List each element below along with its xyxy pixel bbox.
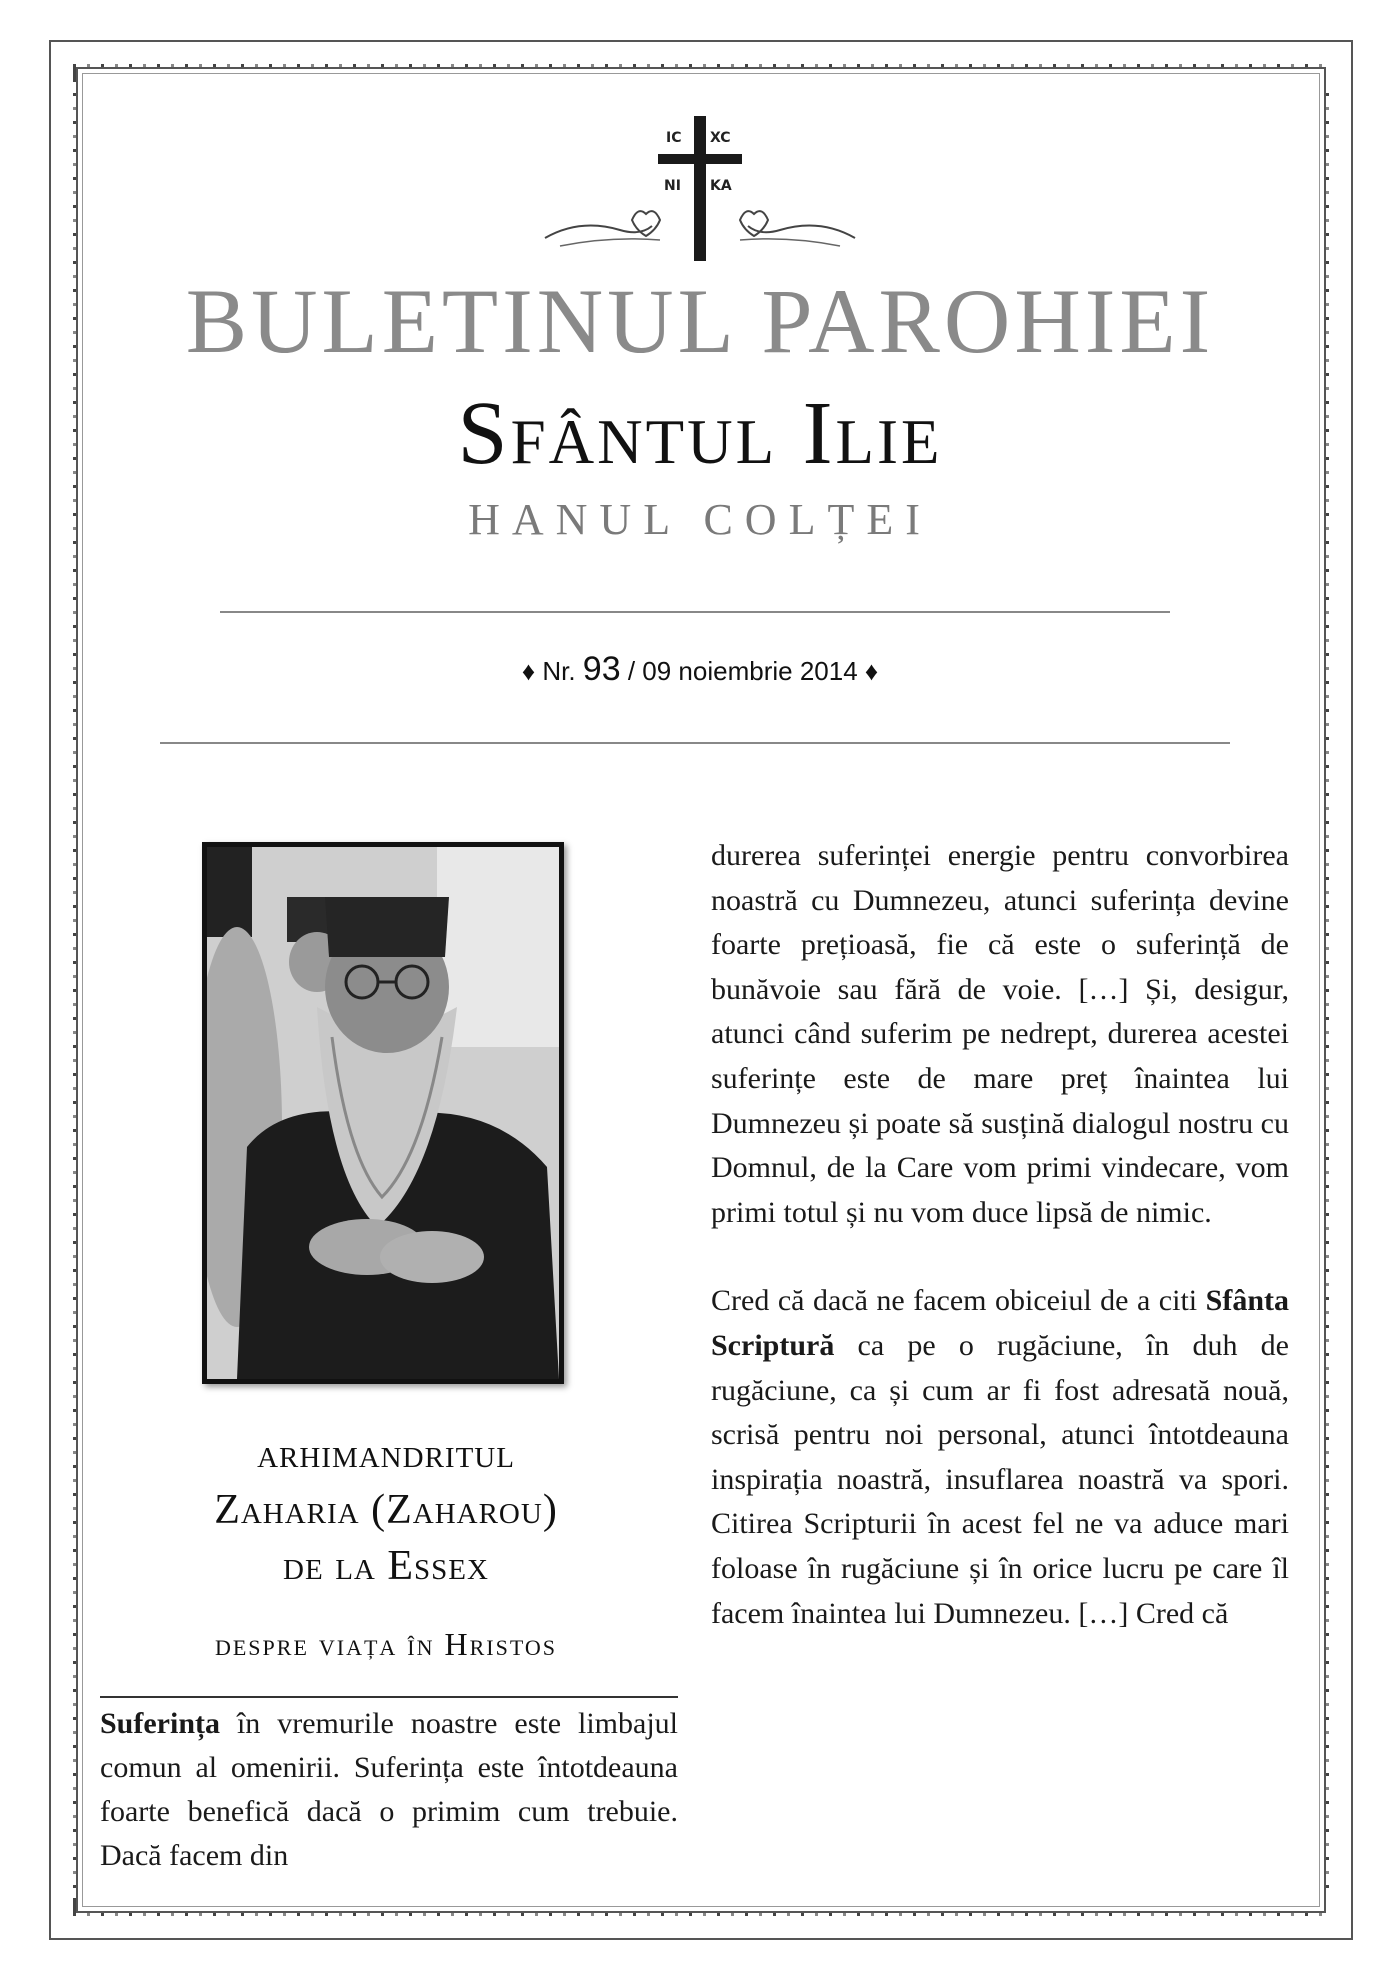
parish-location: HANUL COLȚEI (468, 495, 932, 544)
cross-emblem (540, 108, 860, 268)
article-text-right (711, 834, 1289, 1636)
lead-word: Suferința (100, 1707, 220, 1740)
portrait-photo (202, 842, 564, 1384)
issue-line (0, 650, 1400, 689)
right-paragraph-2-end: ca pe o rugăciune, în duh de rugăciune, ca și cum ar fi fost adresată nouă, scrisă pentru noi personal, atunci întotdeauna inspirația noastră, insuflarea noastră va spori. Citirea Scripturii în acest fel ne va aduce mari foloase în rugăciune și în orice lucru pe care îl facem înaintea lui Dumnezeu. […] Cred că (711, 1328, 1289, 1630)
scripture-emphasis: Sfânta Scriptură (711, 1284, 1289, 1362)
bulletin-title: BULETINUL PAROHIEI (185, 270, 1215, 372)
article-title-line3: de la Essex (283, 1543, 489, 1589)
issue-prefix: ♦ Nr. (521, 656, 576, 686)
cross-icon (540, 108, 860, 268)
right-paragraph-2-start: Cred că dacă ne facem obiceiul de a citi (711, 1284, 1206, 1318)
article-title (96, 1426, 676, 1594)
issue-date: / 09 noiembrie 2014 ♦ (627, 656, 879, 686)
article-text-left (100, 1696, 678, 1878)
article-title-line1: arhimandritul (257, 1431, 515, 1477)
parish-name: Sfântul Ilie (457, 384, 943, 483)
header-divider-bottom (160, 742, 1230, 744)
left-paragraph: în vremurile noastre este limbajul comun al omenirii. Suferința este întotdeauna foarte benefică dacă o primim cum trebuie. Dacă facem din (100, 1707, 678, 1872)
right-paragraph-2 (711, 1279, 1289, 1636)
article-subtitle: despre viața în Hristos (214, 1626, 558, 1662)
article-title-line2: Zaharia (Zaharou) (214, 1487, 558, 1533)
cross-letter-ni: NI (664, 178, 681, 194)
issue-number: 93 (582, 650, 621, 688)
cross-letter-ic: IC (666, 130, 682, 146)
monk-portrait-image (207, 847, 559, 1379)
right-paragraph-1: durerea suferinței energie pentru convorbirea noastră cu Dumnezeu, atunci suferința devine foarte prețioasă, fie că este o suferință de bunăvoie sau fără de voie. […] Și, desigur, atunci când suferim pe nedrept, durerea acestei suferințe este de mare preț înaintea lui Dumnezeu și poate să susțină dialogul nostru cu Domnul, de la Care vom primi vindecare, vom primi totul și nu vom duce lipsă de nimic. (711, 839, 1289, 1229)
cross-letter-ka: KA (710, 178, 732, 194)
header-divider-top (220, 611, 1170, 613)
cross-letter-xc: XC (710, 130, 731, 146)
